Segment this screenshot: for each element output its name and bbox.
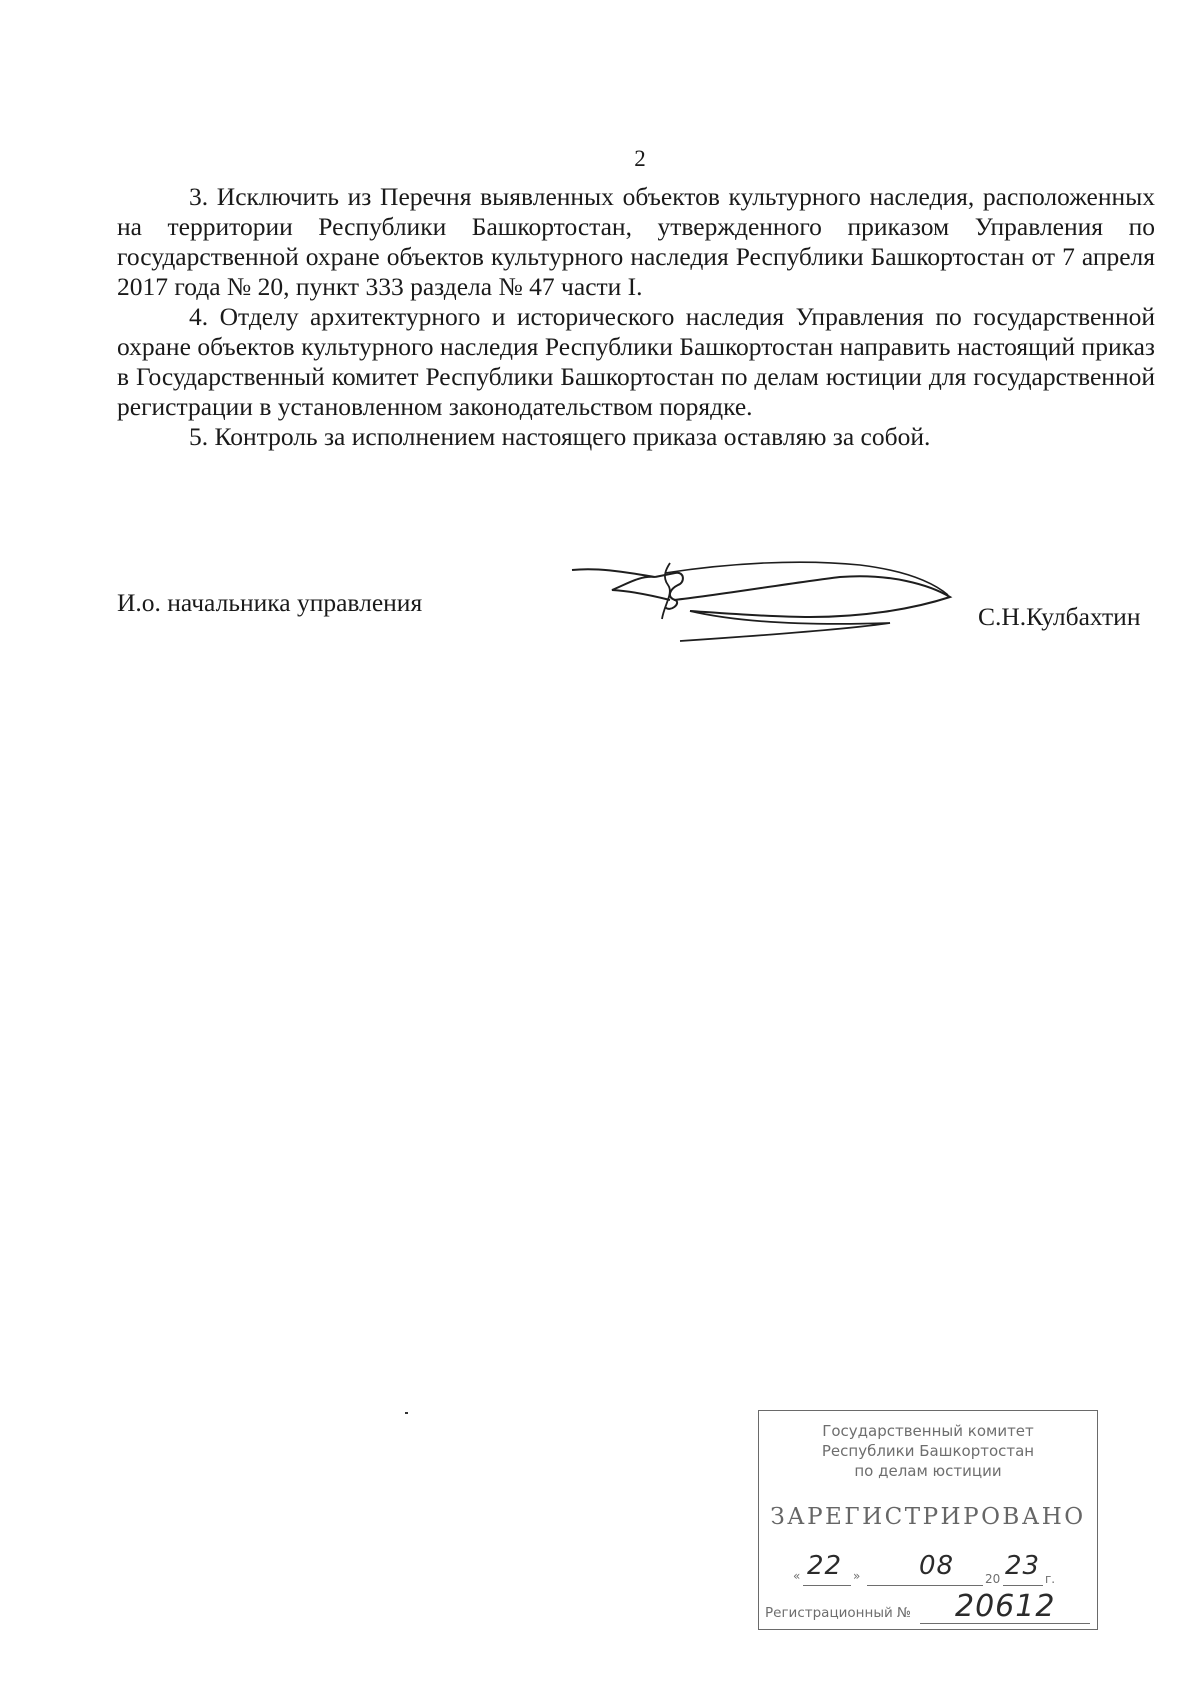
stamp-year-prefix: 20 [985,1572,1001,1586]
stamp-year-unit: г. [1045,1572,1056,1586]
stamp-quote-open: « [793,1569,801,1583]
stamp-quote-close: » [853,1569,861,1583]
page-number: 2 [634,146,646,171]
paragraph-4: 4. Отделу архитектурного и исторического наследия Управления по государственной охране объектов культурного наследия Республики Башкортостан направить настоящий приказ в Государственный комитет Республики Башкортостан по делам юстиции для государственной регистрации в установленном законодательством порядке. [117,302,1155,421]
stamp-registered: ЗАРЕГИСТРИРОВАНО [770,1504,1086,1530]
stamp-header [759,1421,1097,1481]
stamp-line-3: по делам юстиции [854,1462,1002,1480]
registration-stamp [758,1410,1098,1630]
stamp-line-2: Республики Башкортостан [821,1442,1035,1460]
paragraph-5: 5. Контроль за исполнением настоящего приказа оставляю за собой. [189,422,931,451]
signer-name: С.Н.Кулбахтин [978,602,1141,631]
stamp-year-suffix: 23 [1005,1551,1041,1581]
stamp-date [759,1547,1097,1587]
stamp-reg-number: 20612 [955,1589,1056,1624]
stamp-line-1: Государственный комитет [822,1422,1034,1440]
stamp-day-line [803,1585,851,1586]
paragraph-3: 3. Исключить из Перечня выявленных объектов культурного наследия, расположенных на территории Республики Башкортостан, утвержденного приказом Управления по государственной охране объектов культурного наследия Республики Башкортостан от 7 апреля 2017 года № 20, пункт 333 раздела № 47 части I. [117,182,1155,301]
signer-title: И.о. начальника управления [117,588,423,617]
handwritten-signature [570,555,960,645]
stamp-reg-label: Регистрационный № [765,1605,912,1621]
scan-speck [405,1412,408,1414]
stamp-month: 08 [919,1551,955,1581]
stamp-registration [765,1589,1095,1627]
stamp-month-line [867,1585,983,1586]
document-body [117,182,1155,452]
stamp-day: 22 [807,1551,843,1581]
stamp-year-line [1003,1585,1043,1586]
